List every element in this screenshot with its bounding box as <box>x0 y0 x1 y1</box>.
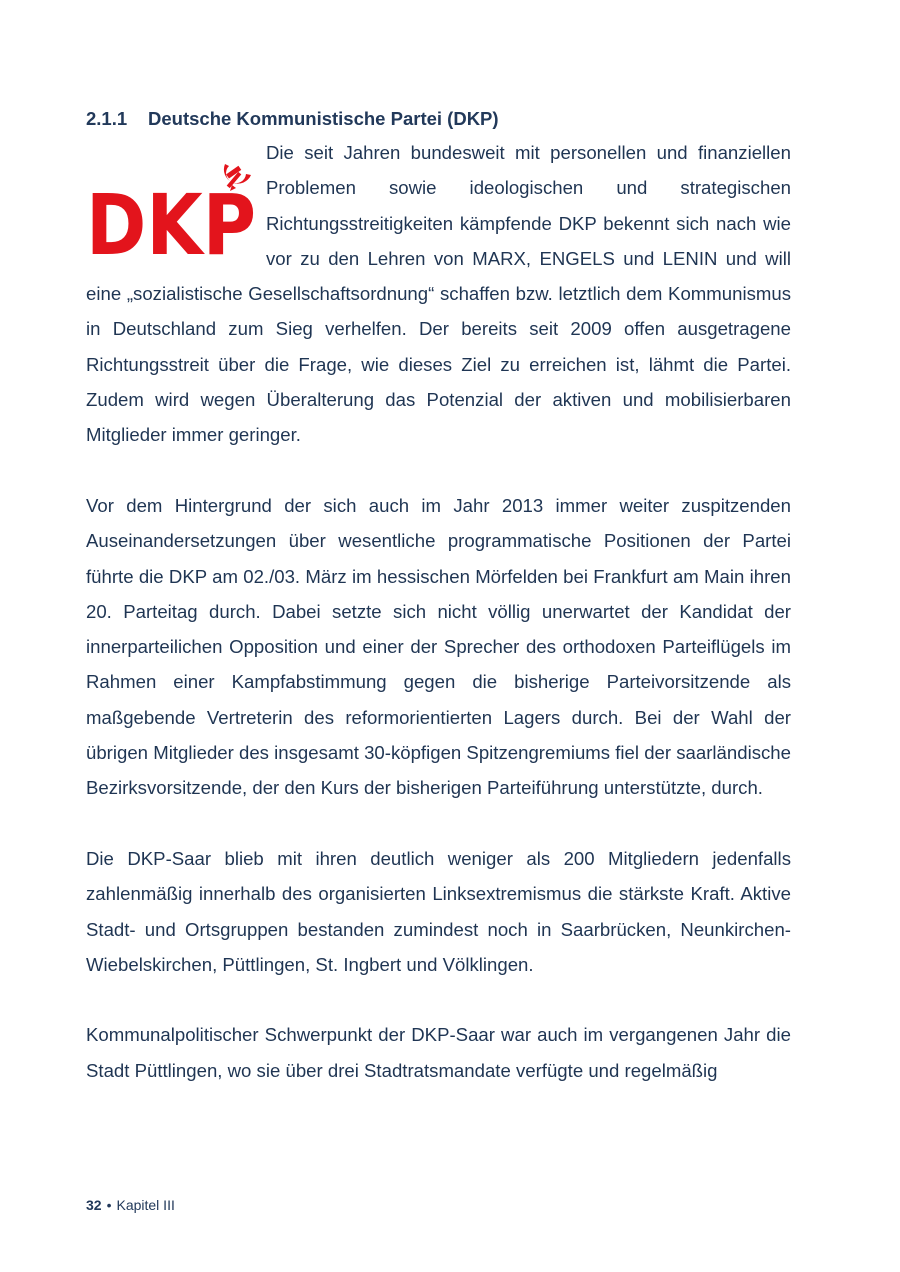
logo-text: DKP <box>86 176 256 274</box>
section-heading <box>86 104 791 134</box>
paragraph: Die DKP-Saar blieb mit ihren deutlich weniger als 200 Mitgliedern jedenfalls zahlenmäßig innerhalb des organisierten Linksextremismus die stärkste Kraft. Aktive Stadt- und Ortsgruppen bestanden zumindest noch in Saarbrücken, Neunkirchen-Wiebelskirchen, Püttlingen, St. Ingbert und Völklingen. <box>86 847 791 975</box>
chapter-label: Kapitel III <box>116 1197 175 1213</box>
section-number: 2.1.1 <box>86 108 128 129</box>
paragraph: Vor dem Hintergrund der sich auch im Jahr 2013 immer weiter zuspitzenden Auseinandersetzungen über wesentliche programmatische Positionen der Partei führte die DKP am 02./03. März im hessischen Mörfelden bei Frankfurt am Main ihren 20. Parteitag durch. Dabei setzte sich nicht völlig unerwartet der Kandidat der innerparteilichen Opposition und einer der Sprecher des orthodoxen Parteiflügels im Rahmen einer Kampfabstimmung gegen die bisherige Parteivorsitzende als maßgebende Vertreterin des reformorientierten Lagers durch. Bei der Wahl der übrigen Mitglieder des insgesamt 30-köpfigen Spitzengremiums fiel der saarländische Bezirksvorsitzende, der den Kurs der bisherigen Parteiführung unterstützte, durch. <box>86 494 791 799</box>
paragraph: Kommunalpolitischer Schwerpunkt der DKP-Saar war auch im vergangenen Jahr die Stadt Püttlingen, wo sie über drei Stadtratsmandate verfügte und regelmäßig <box>86 1024 791 1081</box>
section-title: Deutsche Kommunistische Partei (DKP) <box>148 108 499 129</box>
footer-separator: • <box>106 1197 112 1213</box>
page-content <box>86 104 791 1123</box>
dkp-logo <box>86 158 256 274</box>
page-footer <box>86 1197 175 1213</box>
paragraph: Die seit Jahren bundesweit mit personellen und finanziellen Problemen sowie ideologischen und strategischen Richtungsstreitigkeiten kämpfende DKP bekennt sich nach wie vor zu den Lehren von MARX, ENGELS und LENIN und will eine „sozialistische Gesellschaftsordnung“ schaffen bzw. letztlich dem Kommunismus in Deutschland zum Sieg verhelfen. Der bereits seit 2009 offen ausgetragene Richtungsstreit über die Frage, wie dieses Ziel zu erreichen ist, lähmt die Partei. Zudem wird wegen Überalterung das Potenzial der aktiven und mobilisierbaren Mitglieder immer geringer. <box>86 142 791 446</box>
page-number: 32 <box>86 1197 102 1213</box>
